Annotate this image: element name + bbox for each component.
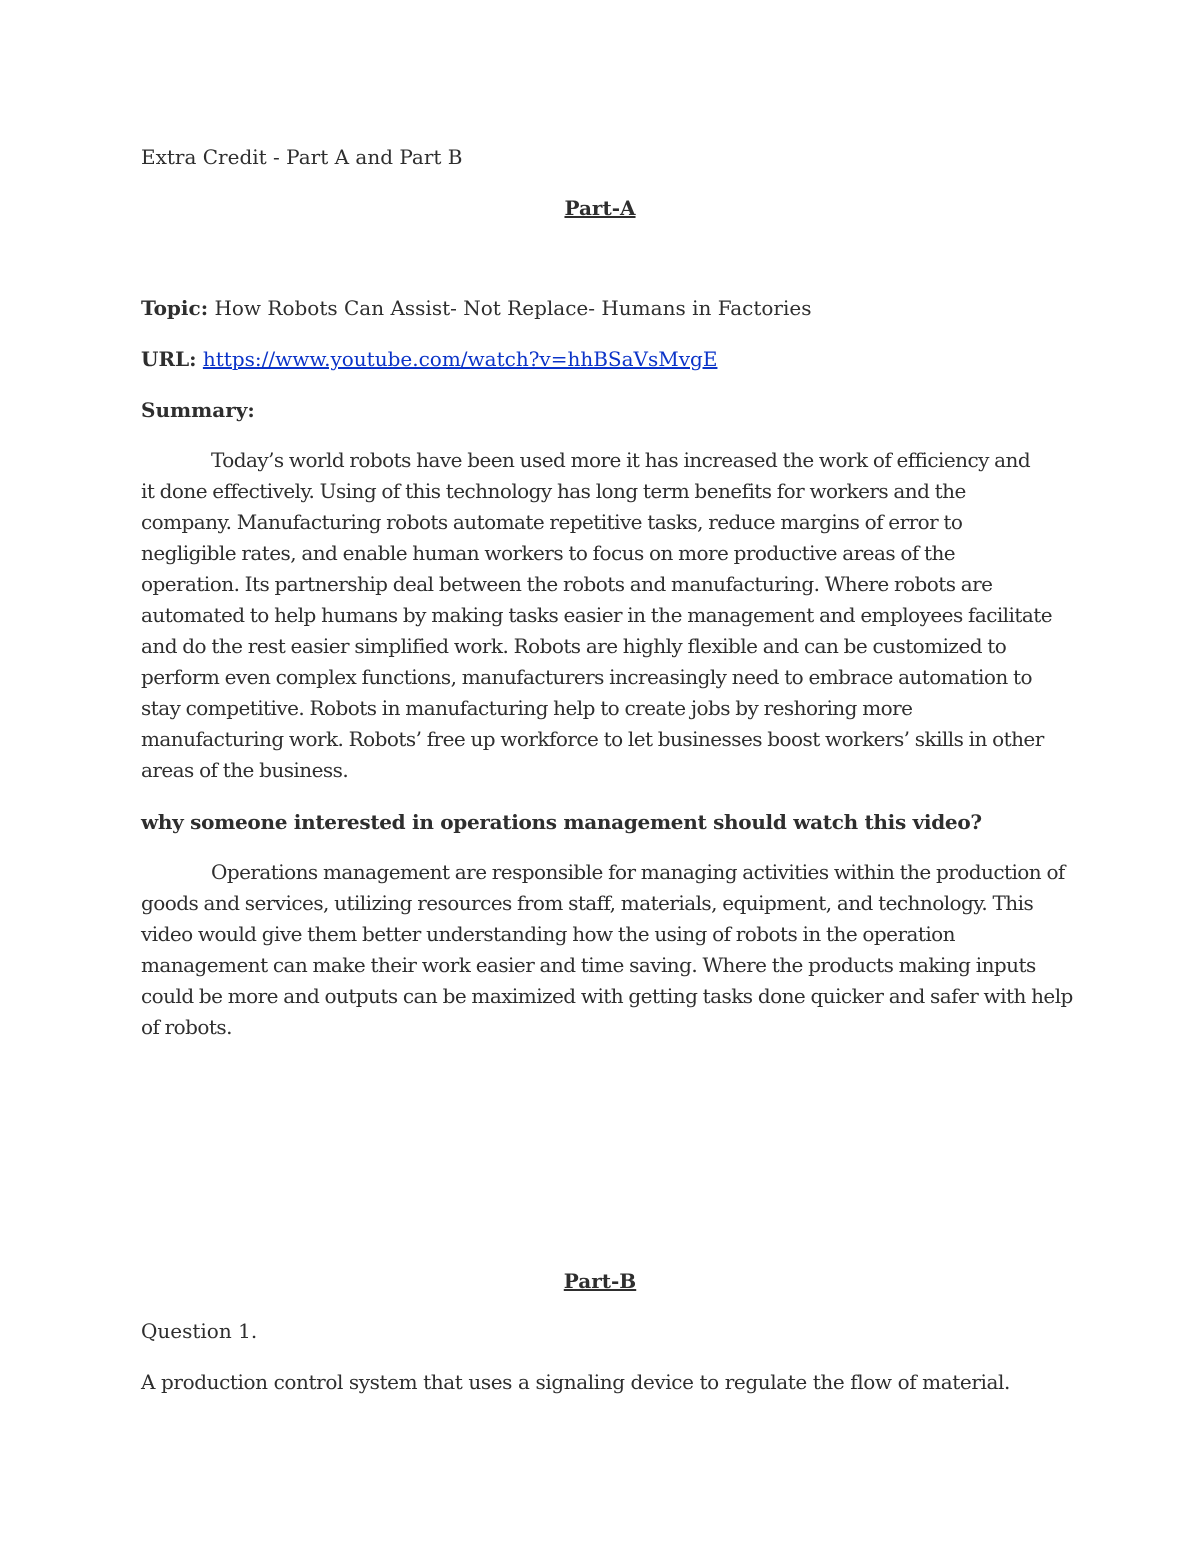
part-a-heading: Part-A <box>564 196 636 220</box>
summary-line: company. Manufacturing robots automate repetitive tasks, reduce margins of error to <box>141 510 963 534</box>
answer-paragraph <box>141 857 1081 1043</box>
part-b-heading: Part-B <box>563 1269 637 1293</box>
summary-line: perform even complex functions, manufacturers increasingly need to embrace automation to <box>141 665 1032 689</box>
summary-line: and do the rest easier simplified work. Robots are highly flexible and can be customized to <box>141 634 1007 658</box>
answer-line: management can make their work easier and time saving. Where the products making inputs <box>141 953 1036 977</box>
video-url-link[interactable]: https://www.youtube.com/watch?v=hhBSaVsMvgE <box>202 347 718 371</box>
topic-label: Topic: <box>141 296 209 320</box>
summary-line: stay competitive. Robots in manufacturing help to create jobs by reshoring more <box>141 696 913 720</box>
topic-value: How Robots Can Assist- Not Replace- Humans in Factories <box>214 296 812 320</box>
question-1-label: Question 1. <box>141 1319 258 1343</box>
summary-line: manufacturing work. Robots’ free up workforce to let businesses boost workers’ skills in other <box>141 727 1044 751</box>
answer-line: of robots. <box>141 1015 232 1039</box>
url-label: URL: <box>141 347 197 371</box>
summary-line: automated to help humans by making tasks easier in the management and employees facilitate <box>141 603 1053 627</box>
summary-paragraph <box>141 445 1081 786</box>
summary-line: negligible rates, and enable human workers to focus on more productive areas of the <box>141 541 956 565</box>
summary-line: it done effectively. Using of this technology has long term benefits for workers and the <box>141 479 966 503</box>
summary-line: operation. Its partnership deal between the robots and manufacturing. Where robots are <box>141 572 993 596</box>
url-line <box>141 344 717 375</box>
question-heading: why someone interested in operations management should watch this video? <box>141 810 982 834</box>
topic-line <box>141 293 811 324</box>
question-1-answer: A production control system that uses a signaling device to regulate the flow of material. <box>141 1370 1010 1394</box>
answer-line: Operations management are responsible for managing activities within the production of <box>211 860 1065 884</box>
document-header: Extra Credit - Part A and Part B <box>141 145 463 169</box>
summary-label: Summary: <box>141 398 255 422</box>
answer-line: could be more and outputs can be maximized with getting tasks done quicker and safer with help <box>141 984 1073 1008</box>
summary-line: areas of the business. <box>141 758 349 782</box>
answer-line: goods and services, utilizing resources from staff, materials, equipment, and technology. This <box>141 891 1034 915</box>
summary-line: Today’s world robots have been used more it has increased the work of efficiency and <box>211 448 1031 472</box>
answer-line: video would give them better understanding how the using of robots in the operation <box>141 922 955 946</box>
